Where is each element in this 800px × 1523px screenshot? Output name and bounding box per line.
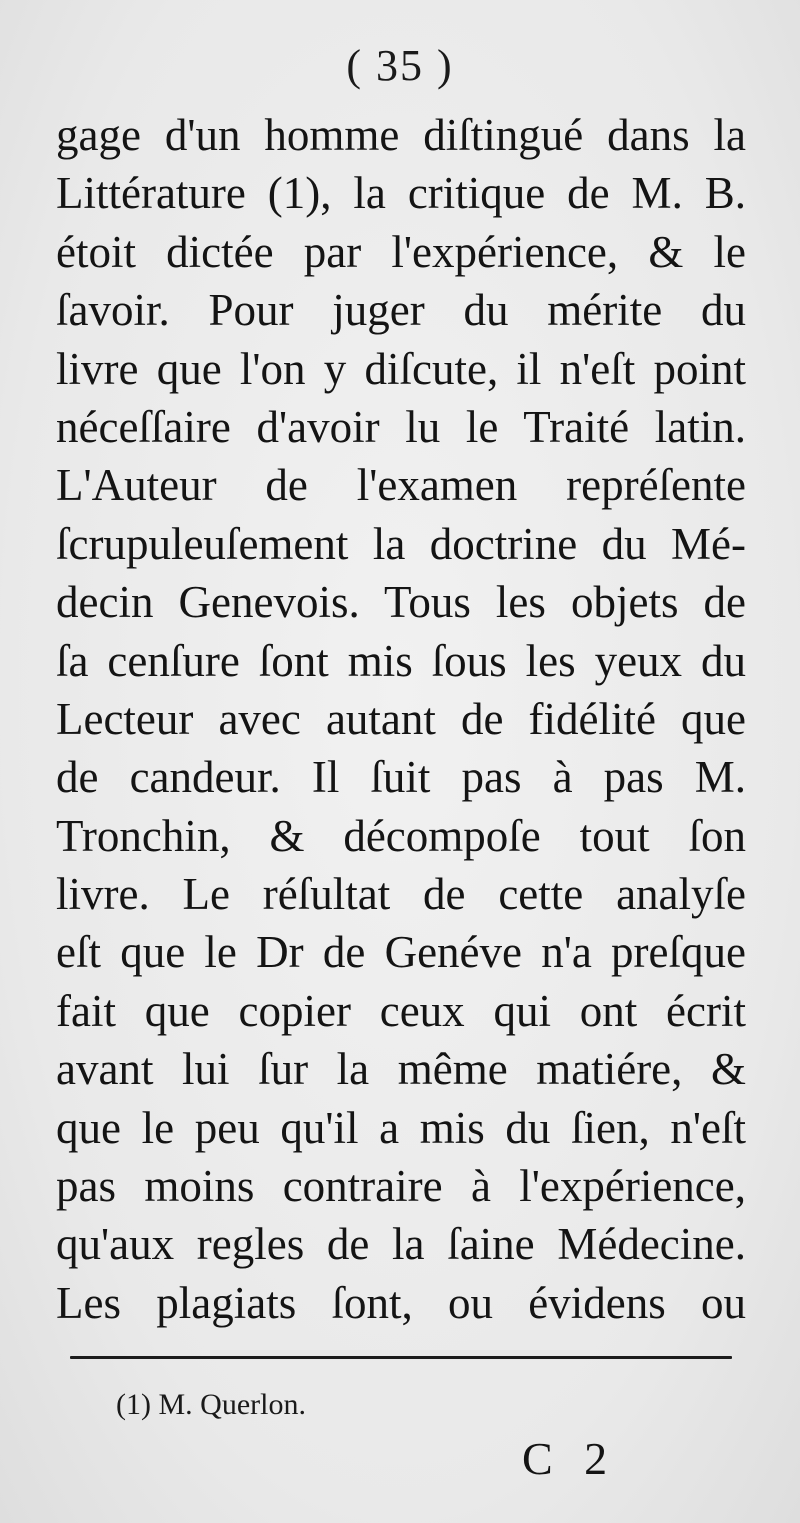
text-line: Lecteur avec autant de fidélité que [56, 693, 746, 744]
text-line: livre que l'on y diſcute, il n'eſt point [56, 343, 746, 394]
text-line: étoit dictée par l'expérience, & le [56, 226, 746, 277]
body-text [56, 106, 746, 1332]
footnote-rule [70, 1356, 732, 1359]
text-line: gage d'un homme diſtingué dans la [56, 110, 746, 160]
text-line: fait que copier ceux qui ont écrit [56, 985, 746, 1036]
text-line: néceſſaire d'avoir lu le Traité latin. [56, 401, 746, 452]
text-line: decin Genevois. Tous les objets de [56, 577, 746, 628]
text-line: pas moins contraire à l'expérience, [56, 1161, 746, 1212]
footnote: (1) M. Querlon. [116, 1388, 306, 1421]
page-number: ( 35 ) [346, 41, 454, 90]
text-line: Les plagiats ſont, ou évidens ou [56, 1277, 746, 1328]
text-line: livre. Le réſultat de cette analyſe [56, 869, 746, 920]
text-line: que le peu qu'il a mis du ſien, n'eſt [56, 1102, 746, 1153]
text-line: avant lui ſur la même matiére, & [56, 1044, 746, 1095]
text-line: ſavoir. Pour juger du mérite du [56, 285, 746, 336]
text-line: ſcrupuleuſement la doctrine du Mé- [56, 518, 746, 569]
text-line: qu'aux regles de la ſaine Médecine. [56, 1219, 746, 1270]
signature-mark: C 2 [522, 1433, 618, 1484]
text-line: ſa cenſure ſont mis ſous les yeux du [56, 635, 746, 686]
text-line: Tronchin, & décompoſe tout ſon [56, 810, 746, 861]
text-line: eſt que le Dr de Genéve n'a preſque [56, 927, 746, 978]
text-line: L'Auteur de l'examen repréſente [56, 460, 746, 511]
text-line: Littérature (1), la critique de M. B. [56, 168, 746, 219]
text-line: de candeur. Il ſuit pas à pas M. [56, 752, 746, 803]
